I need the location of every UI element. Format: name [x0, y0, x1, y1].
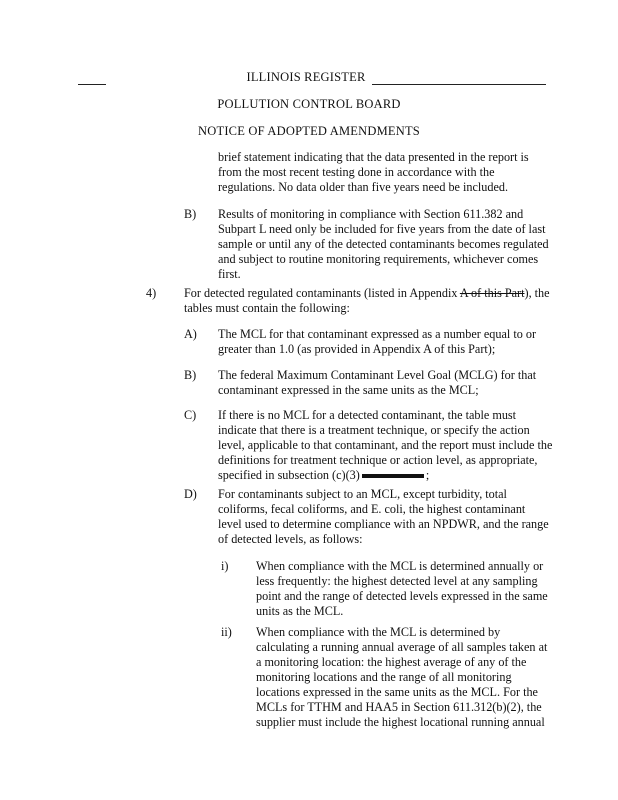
text-line: When compliance with the MCL is determined annually or — [256, 559, 544, 573]
text-line: from the most recent testing done in accordance with the — [218, 165, 495, 179]
text-line: greater than 1.0 (as provided in Appendix A of this Part); — [218, 342, 496, 356]
item-label-a: A) — [184, 327, 197, 341]
text-line: If there is no MCL for a detected contaminant, the table must — [218, 408, 517, 422]
item-b-top-paragraph — [218, 207, 549, 282]
text-line: units as the MCL. — [256, 604, 344, 618]
text-line: The MCL for that contaminant expressed as a number equal to or — [218, 327, 537, 341]
struck-text: A of this Part — [459, 286, 525, 300]
item-c-paragraph — [218, 408, 552, 483]
text-line: sample or until any of the detected contaminants becomes regulated — [218, 237, 549, 251]
item-label-b: B) — [184, 368, 197, 382]
text-run: specified in subsection (c)(3) — [218, 468, 360, 482]
text-line: calculating a running annual average of all samples taken at — [256, 640, 548, 654]
item-label-d: D) — [184, 487, 197, 501]
board-name: POLLUTION CONTROL BOARD — [217, 97, 401, 111]
text-line: definitions for treatment technique or action level, as appropriate, — [218, 453, 538, 467]
register-title: ILLINOIS REGISTER — [246, 70, 366, 84]
text-line: When compliance with the MCL is determined by — [256, 625, 501, 639]
text-line: and subject to routine monitoring requirements, whichever comes — [218, 252, 539, 266]
text-line: level, applicable to that contaminant, and the report must include the — [218, 438, 553, 452]
text-line: first. — [218, 267, 241, 281]
text-line: MCLs for TTHM and HAA5 in Section 611.312(b)(2), the — [256, 700, 542, 714]
redaction-mark — [362, 474, 424, 478]
item-b-paragraph — [218, 368, 536, 398]
text-line: indicate that there is a treatment technique, or specify the action — [218, 423, 530, 437]
item-i-paragraph — [256, 559, 548, 619]
item-label-ii: ii) — [221, 625, 232, 639]
notice-heading: NOTICE OF ADOPTED AMENDMENTS — [198, 124, 420, 138]
item-label-c: C) — [184, 408, 197, 422]
text-line: tables must contain the following: — [184, 301, 350, 315]
item-ii-paragraph — [256, 625, 547, 730]
text-line: coliforms, fecal coliforms, and E. coli, the highest contaminant — [218, 502, 526, 516]
text-line: a monitoring location: the highest average of any of the — [256, 655, 527, 669]
text-line: supplier must include the highest locational running annual — [256, 715, 545, 729]
text-line: less frequently: the highest detected level at any sampling — [256, 574, 538, 588]
text-line: The federal Maximum Contaminant Level Goal (MCLG) for that — [218, 368, 537, 382]
item-label-4: 4) — [146, 286, 157, 300]
item-4-paragraph — [184, 286, 550, 316]
text-line: regulations. No data older than five years need be included. — [218, 180, 509, 194]
text-line: For contaminants subject to an MCL, except turbidity, total — [218, 487, 507, 501]
text-line: point and the range of detected levels expressed in the same — [256, 589, 548, 603]
text-run: ; — [425, 468, 430, 482]
text-line: locations expressed in the same units as the MCL. For the — [256, 685, 538, 699]
text-line: contaminant expressed in the same units as the MCL; — [218, 383, 479, 397]
text-line: monitoring locations and the range of all monitoring — [256, 670, 512, 684]
text-run: For detected regulated contaminants (listed in Appendix — [184, 286, 460, 300]
text-line: level used to determine compliance with an NPDWR, and the range — [218, 517, 549, 531]
text-line: Subpart L need only be included for five years from the date of last — [218, 222, 546, 236]
item-a-paragraph — [218, 327, 536, 357]
item-label-b-top: B) — [184, 207, 197, 221]
text-line: of detected levels, as follows: — [218, 532, 363, 546]
text-line: Results of monitoring in compliance with Section 611.382 and — [218, 207, 524, 221]
item-d-paragraph — [218, 487, 549, 547]
text-line — [218, 468, 552, 483]
text-run: ), the — [524, 286, 550, 300]
text-line — [184, 286, 550, 301]
text-line: brief statement indicating that the data presented in the report is — [218, 150, 529, 164]
item-label-i: i) — [221, 559, 229, 573]
continuation-paragraph — [218, 150, 529, 195]
